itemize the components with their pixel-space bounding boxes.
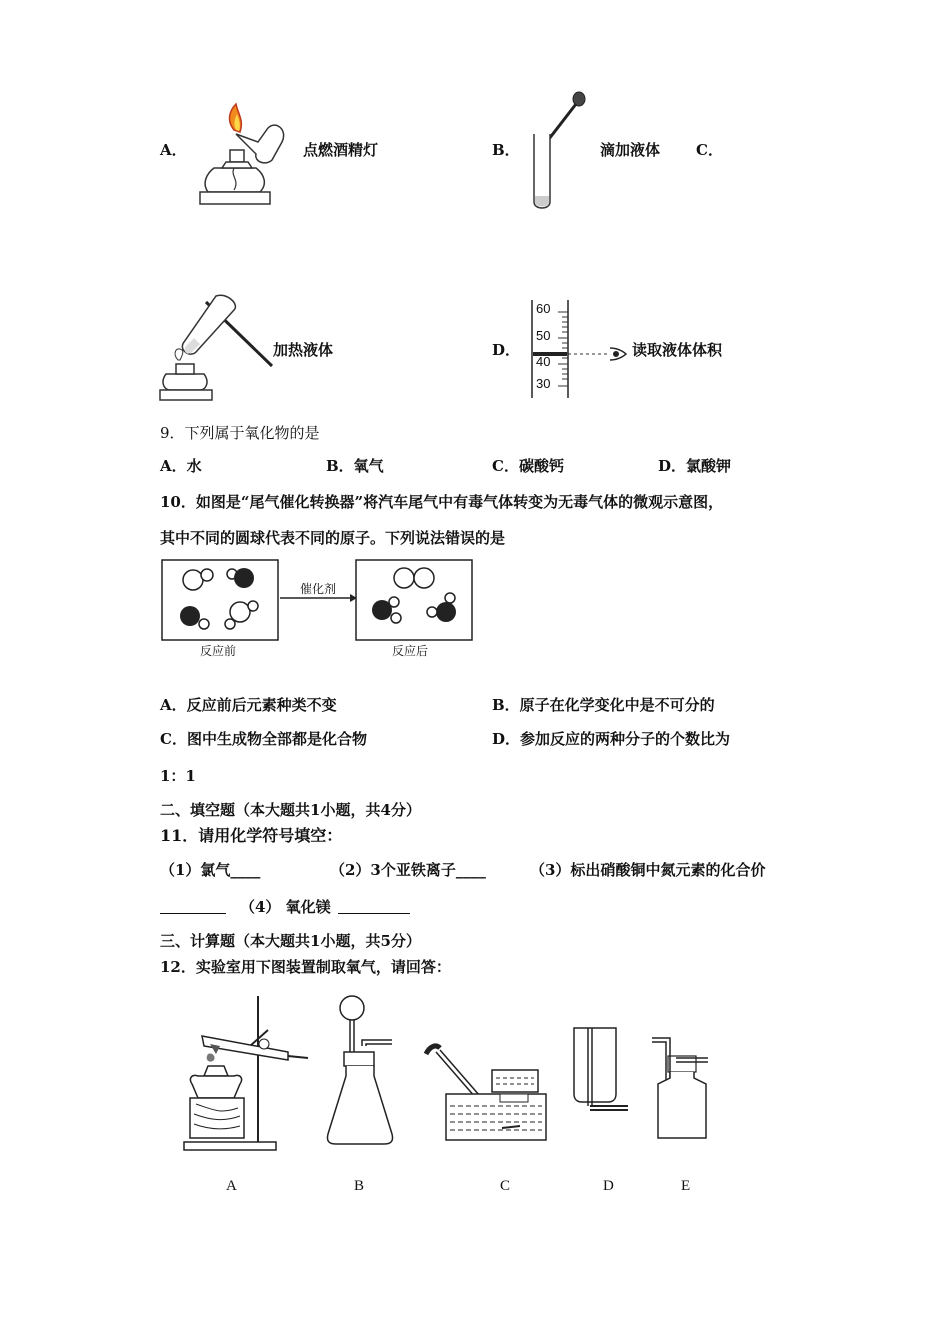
q11-part2: （2）3个亚铁离子____ [330, 861, 486, 879]
before-reaction-label: 反应前 [200, 644, 237, 658]
q9-stem: 9．下列属于氧化物的是 [160, 424, 320, 442]
q11-part4: （4） 氧化镁 [240, 898, 331, 916]
q10-option-d: D．参加反应的两种分子的个数比为 [492, 730, 731, 748]
apparatus-c-water-collection [416, 1034, 550, 1146]
cylinder-scale-30: 30 [536, 376, 551, 391]
q10-option-b: B．原子在化学变化中是不可分的 [492, 696, 715, 714]
q8-option-b-caption: 滴加液体 [600, 141, 661, 159]
q11-answer-line-3[interactable] [160, 897, 226, 917]
q10-stem-line2: 其中不同的圆球代表不同的原子。下列说法错误的是 [160, 529, 506, 547]
catalytic-converter-diagram [160, 558, 476, 642]
q10-option-a: A．反应前后元素种类不变 [160, 696, 337, 714]
cylinder-scale-50: 50 [536, 328, 551, 343]
q10-option-c: C．图中生成物全部都是化合物 [160, 730, 367, 748]
q11-stem: 11．请用化学符号填空： [160, 826, 343, 845]
q9-option-a: A．水 [160, 457, 202, 475]
alcohol-lamp-lighting-figure [196, 100, 296, 208]
q11-answer-line-4[interactable] [338, 897, 410, 917]
q11-part3: （3）标出硝酸铜中氮元素的化合价 [530, 861, 766, 879]
apparatus-label-e: E [681, 1178, 691, 1194]
q10-option-d-continuation: 1：1 [160, 767, 196, 785]
q12-stem: 12．实验室用下图装置制取氧气，请回答： [160, 958, 451, 976]
apparatus-label-c: C [500, 1178, 511, 1194]
apparatus-label-b: B [354, 1178, 365, 1194]
q8-option-d-letter: D． [492, 341, 521, 359]
q8-option-c-caption: 加热液体 [273, 341, 334, 359]
q11-part1: （1）氯气____ [160, 861, 261, 879]
q8-option-a-caption: 点燃酒精灯 [303, 141, 379, 159]
cylinder-scale-60: 60 [536, 301, 551, 316]
apparatus-d-upward-collection [566, 1024, 632, 1120]
apparatus-e-gas-bottle [648, 1034, 714, 1144]
q10-stem-line1: 10．如图是“尾气催化转换器”将汽车尾气中有毒气体转变为无毒气体的微观示意图， [160, 493, 724, 511]
cylinder-scale-40: 40 [536, 354, 551, 369]
q9-option-b: B．氧气 [326, 457, 384, 475]
apparatus-label-d: D [603, 1178, 614, 1194]
apparatus-a-heating-setup [180, 994, 312, 1154]
section-3-heading: 三、计算题（本大题共1小题，共5分） [160, 932, 421, 950]
dropper-test-tube-figure [528, 90, 588, 212]
q8-option-c-letter: C． [696, 141, 723, 159]
after-reaction-label: 反应后 [392, 644, 429, 658]
apparatus-label-a: A [226, 1178, 237, 1194]
q9-option-d: D．氯酸钾 [658, 457, 732, 475]
q9-option-c: C．碳酸钙 [492, 457, 564, 475]
apparatus-b-conical-flask [322, 994, 398, 1148]
catalyst-label: 催化剂 [300, 582, 337, 596]
section-2-heading: 二、填空题（本大题共1小题，共4分） [160, 801, 421, 819]
q8-option-a-letter: A． [160, 141, 187, 159]
q8-option-d-caption: 读取液体体积 [632, 341, 723, 359]
q8-option-b-letter: B． [492, 141, 520, 159]
heating-liquid-figure [156, 290, 276, 406]
